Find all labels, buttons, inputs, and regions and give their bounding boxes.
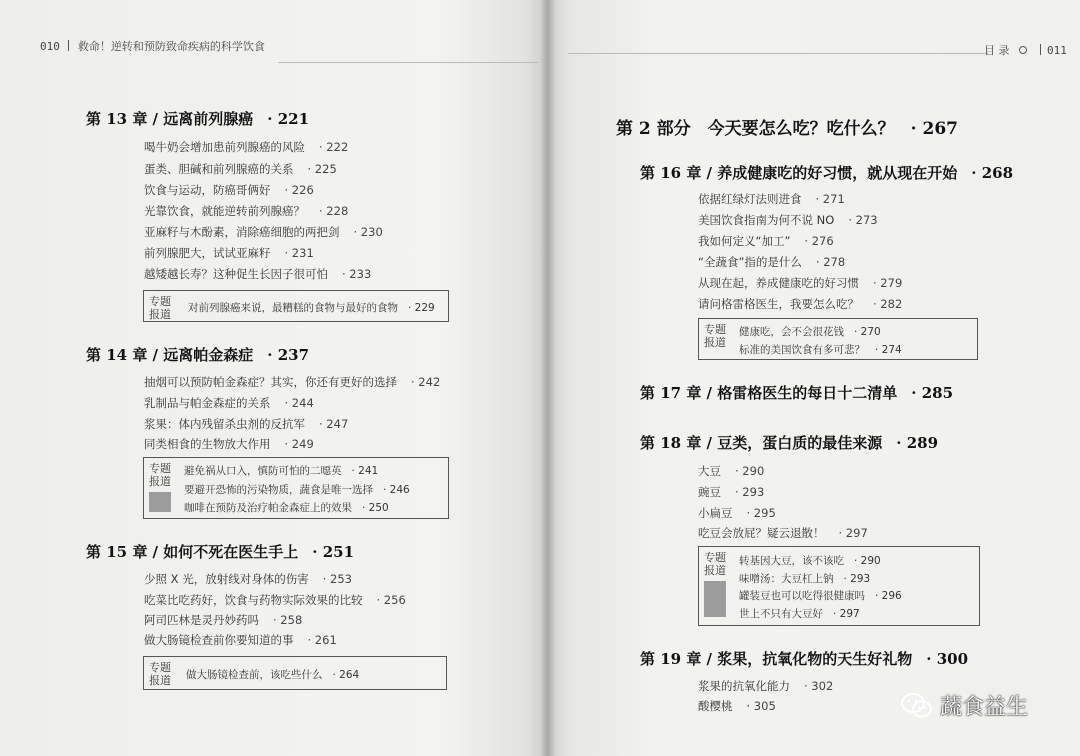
part-title: 第 2 部分 今天要怎么吃？吃什么？ (616, 119, 895, 139)
toc-item[interactable] (698, 463, 764, 479)
special-report-item[interactable] (739, 342, 902, 357)
left-running-title: 救命！逆转和预防致命疾病的科学饮食 (77, 40, 265, 53)
toc-item-page: · 242 (411, 375, 441, 389)
toc-item-page: · 226 (284, 183, 314, 197)
box-item-page: · 246 (383, 484, 410, 496)
toc-item-title: 前列腺肥大，试试亚麻籽 (144, 246, 271, 260)
toc-item-title: 小扁豆 (698, 506, 733, 520)
tag-bar (149, 492, 171, 512)
toc-item-title: 我如何定义“加工” (698, 234, 791, 248)
chapter-13-heading[interactable] (86, 108, 309, 129)
header-dot (1019, 46, 1027, 54)
toc-item-title: 美国饮食指南为何不说 NO (698, 213, 835, 227)
toc-item-title: 饮食与运动，防癌哥俩好 (144, 183, 271, 197)
toc-item-title: 亚麻籽与木酚素，消除癌细胞的两把剑 (144, 225, 340, 239)
right-running-title: 目 录 (984, 44, 1010, 57)
chapter-page: · 285 (911, 384, 954, 402)
box-item-page: · 241 (351, 465, 379, 477)
header-rule (568, 53, 988, 54)
special-report-item[interactable] (184, 482, 410, 497)
box-item-title: 要避开恐怖的污染物质，蔬食是唯一选择 (184, 484, 373, 496)
special-report-tag: 专题报道 (149, 661, 171, 687)
toc-item[interactable] (144, 395, 314, 411)
toc-item-page: · 222 (319, 140, 349, 154)
toc-item[interactable] (698, 296, 902, 312)
chapter-page: · 300 (926, 650, 969, 668)
toc-item[interactable] (144, 224, 383, 240)
toc-item-title: 做大肠镜检查前你要知道的事 (144, 633, 294, 647)
toc-item[interactable] (144, 139, 348, 155)
box-item-page: · 293 (843, 573, 871, 585)
special-report-tag: 专题报道 (704, 323, 726, 349)
toc-item[interactable] (698, 698, 776, 714)
chapter-19-heading[interactable] (640, 648, 968, 669)
chapter-title: 第 16 章 / 养成健康吃的好习惯，就从现在开始 (640, 164, 958, 182)
box-item-title: 健康吃，会不会很花钱 (739, 326, 844, 338)
toc-item-page: · 225 (307, 162, 337, 176)
toc-item[interactable] (144, 182, 314, 198)
box-item-page: · 274 (875, 344, 902, 356)
toc-item-page: · 271 (815, 192, 845, 206)
toc-item-page: · 282 (873, 297, 903, 311)
watermark-text: 蔬食益生 (940, 695, 1029, 720)
toc-item[interactable] (144, 161, 337, 177)
box-item-page: · 264 (332, 669, 360, 681)
toc-item-page: · 261 (307, 633, 337, 647)
chapter-title: 第 15 章 / 如何不死在医生手上 (86, 543, 299, 561)
toc-item-title: 吃豆会放屁？疑云退散！ (698, 526, 825, 540)
toc-item-title: 少照 X 光，放射线对身体的伤害 (144, 572, 309, 586)
toc-item[interactable] (698, 275, 902, 291)
chapter-page: · 221 (267, 110, 310, 128)
toc-item-title: 浆果：体内残留杀虫剂的反抗军 (144, 417, 305, 431)
box-item-title: 咖啡在预防及治疗帕金森症上的效果 (184, 502, 352, 514)
toc-item-page: · 247 (319, 417, 349, 431)
box-item-page: · 250 (362, 502, 389, 514)
header-divider (1040, 44, 1041, 55)
toc-item-page: · 278 (815, 255, 846, 269)
toc-item-page: · 297 (838, 526, 868, 540)
toc-item-page: · 253 (322, 572, 352, 586)
toc-item-title: 酸樱桃 (698, 699, 733, 713)
toc-item-page: · 230 (353, 225, 383, 239)
toc-item[interactable] (144, 416, 348, 432)
box-item-title: 标准的美国饮食有多可悲？ (739, 344, 865, 356)
toc-item-page: · 273 (848, 213, 878, 227)
toc-item-page: · 256 (376, 593, 406, 607)
toc-item[interactable] (698, 505, 776, 521)
box-item-page: · 296 (875, 590, 902, 602)
toc-item[interactable] (144, 592, 406, 608)
chapter-title: 第 14 章 / 远离帕金森症 (86, 346, 254, 364)
toc-item[interactable] (698, 212, 878, 228)
left-page-number: 010 (40, 40, 60, 53)
toc-item-page: · 249 (284, 437, 314, 451)
special-report-item[interactable] (739, 606, 860, 621)
box-item-page: · 297 (833, 608, 860, 620)
special-report-tag: 专题报道 (704, 551, 726, 577)
special-report-item[interactable] (186, 667, 359, 682)
chapter-14-heading[interactable] (86, 344, 309, 365)
special-report-item[interactable] (188, 300, 435, 315)
right-running-header (984, 42, 1067, 58)
box-item-title: 避免祸从口入，慎防可怕的二噁英 (184, 465, 342, 477)
chapter-title: 第 18 章 / 豆类，蛋白质的最佳来源 (640, 434, 883, 452)
right-page-number: 011 (1047, 44, 1067, 57)
toc-item[interactable] (698, 678, 833, 694)
chapter-title: 第 13 章 / 远离前列腺癌 (86, 110, 254, 128)
toc-item-title: 浆果的抗氧化能力 (698, 679, 790, 693)
toc-item[interactable] (144, 612, 302, 628)
special-report-item[interactable] (739, 588, 902, 603)
toc-item[interactable] (144, 374, 440, 390)
toc-item[interactable] (698, 484, 764, 500)
toc-item-title: 抽烟可以预防帕金森症？其实，你还有更好的选择 (144, 375, 397, 389)
toc-item-title: 乳制品与帕金森症的关系 (144, 396, 271, 410)
toc-item[interactable] (144, 571, 352, 587)
box-item-title: 罐装豆也可以吃得很健康吗 (739, 590, 865, 602)
special-report-box (698, 318, 978, 360)
box-item-page: · 270 (854, 326, 881, 338)
toc-item-title: 光靠饮食，就能逆转前列腺癌？ (144, 204, 305, 218)
right-page (548, 0, 1080, 756)
chapter-page: · 237 (267, 346, 310, 364)
toc-item-page: · 233 (342, 267, 372, 281)
toc-item-page: · 290 (735, 464, 765, 478)
special-report-box (698, 546, 980, 626)
tag-bar (704, 581, 726, 617)
special-report-box (143, 457, 449, 519)
special-report-box (143, 290, 449, 322)
special-report-box (143, 656, 447, 690)
toc-item-title: 喝牛奶会增加患前列腺癌的风险 (144, 140, 305, 154)
toc-item-title: 豌豆 (698, 485, 721, 499)
toc-item-page: · 244 (284, 396, 314, 410)
left-running-header (40, 38, 265, 54)
toc-item-title: 依据红绿灯法则进食 (698, 192, 802, 206)
header-rule (278, 62, 538, 63)
chapter-18-heading[interactable] (640, 432, 938, 453)
book-gutter-shadow (540, 0, 556, 756)
chapter-16-heading[interactable] (640, 162, 1013, 183)
wechat-icon (900, 692, 934, 720)
toc-item-title: 越矮越长寿？这种促生长因子很可怕 (144, 267, 328, 281)
chapter-title: 第 17 章 / 格雷格医生的每日十二清单 (640, 384, 898, 402)
special-report-tag: 专题报道 (149, 295, 171, 321)
toc-item[interactable] (698, 525, 868, 541)
toc-item-title: 请问格雷格医生，我要怎么吃？ (698, 297, 859, 311)
toc-item-page: · 279 (873, 276, 903, 290)
special-report-item[interactable] (184, 463, 378, 478)
box-item-title: 做大肠镜检查前，该吃些什么 (186, 669, 323, 681)
chapter-15-heading[interactable] (86, 541, 354, 562)
toc-item-page: · 231 (284, 246, 314, 260)
box-item-title: 世上不只有大豆好 (739, 608, 823, 620)
toc-item[interactable] (144, 436, 314, 452)
header-divider (68, 40, 69, 51)
toc-item-title: 从现在起，养成健康吃的好习惯 (698, 276, 859, 290)
special-report-item[interactable] (184, 500, 389, 515)
chapter-page: · 268 (971, 164, 1014, 182)
box-item-title: 转基因大豆，该不该吃 (739, 555, 844, 567)
toc-item-title: 同类相食的生物放大作用 (144, 437, 271, 451)
special-report-tag: 专题报道 (149, 462, 171, 488)
toc-item-title: 蛋类、胆碱和前列腺癌的关系 (144, 162, 294, 176)
toc-item-page: · 295 (746, 506, 776, 520)
toc-item-page: · 302 (804, 679, 834, 693)
box-item-title: 味噌汤：大豆杠上钠 (739, 573, 834, 585)
toc-item-title: 大豆 (698, 464, 721, 478)
chapter-page: · 251 (312, 543, 355, 561)
chapter-page: · 289 (896, 434, 939, 452)
toc-item[interactable] (698, 233, 834, 249)
part-2-heading[interactable] (616, 114, 958, 139)
special-report-item[interactable] (739, 553, 881, 568)
toc-item-title: “全蔬食”指的是什么 (698, 255, 802, 269)
toc-item-title: 吃菜比吃药好，饮食与药物实际效果的比较 (144, 593, 363, 607)
chapter-title: 第 19 章 / 浆果，抗氧化物的天生好礼物 (640, 650, 913, 668)
toc-item-page: · 293 (735, 485, 765, 499)
toc-item-page: · 276 (804, 234, 834, 248)
watermark (900, 690, 1028, 721)
special-report-item[interactable] (739, 571, 870, 586)
chapter-17-heading[interactable] (640, 382, 953, 403)
toc-item[interactable] (698, 254, 845, 270)
toc-item[interactable] (144, 266, 371, 282)
special-report-item[interactable] (739, 324, 881, 339)
box-item-title: 对前列腺癌来说，最糟糕的食物与最好的食物 (188, 302, 398, 314)
part-page: · 267 (910, 119, 958, 139)
toc-item[interactable] (144, 203, 348, 219)
toc-item[interactable] (144, 245, 314, 261)
toc-item-title: 阿司匹林是灵丹妙药吗 (144, 613, 259, 627)
toc-item-page: · 305 (746, 699, 776, 713)
toc-item-page: · 228 (319, 204, 349, 218)
box-item-page: · 290 (854, 555, 881, 567)
box-item-page: · 229 (408, 302, 435, 314)
toc-item[interactable] (144, 632, 337, 648)
toc-item[interactable] (698, 191, 845, 207)
toc-item-page: · 258 (273, 613, 303, 627)
